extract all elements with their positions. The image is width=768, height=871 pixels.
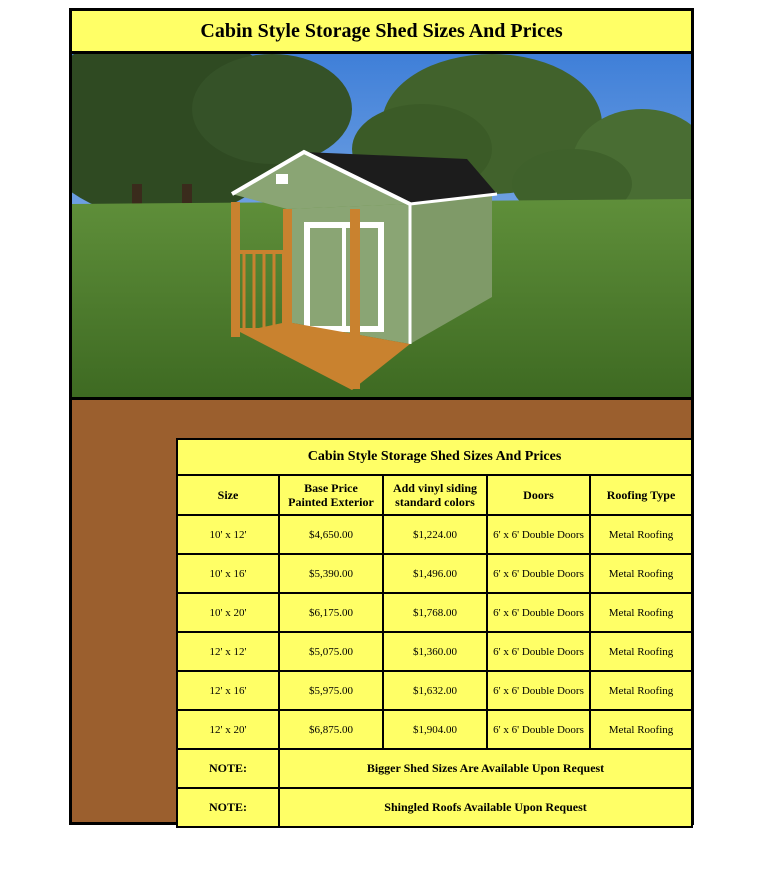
note-row [177,749,692,788]
table-row [177,515,692,554]
table-row [177,554,692,593]
header-line: Painted Exterior [288,495,374,509]
document-frame [69,8,694,825]
cell-size: 12' x 16' [177,671,279,710]
cell-size: 10' x 12' [177,515,279,554]
column-header-size: Size [177,475,279,515]
cell-doors: 6' x 6' Double Doors [487,554,590,593]
cell-vinyl-price: $1,768.00 [383,593,487,632]
cell-doors: 6' x 6' Double Doors [487,710,590,749]
cell-size: 12' x 12' [177,632,279,671]
cell-base-price: $5,075.00 [279,632,383,671]
note-row [177,788,692,827]
cell-doors: 6' x 6' Double Doors [487,632,590,671]
column-header-vinyl [383,475,487,515]
cell-roofing: Metal Roofing [590,515,692,554]
cell-base-price: $6,175.00 [279,593,383,632]
column-header-roofing: Roofing Type [590,475,692,515]
cell-doors: 6' x 6' Double Doors [487,593,590,632]
cell-base-price: $6,875.00 [279,710,383,749]
note-text: Shingled Roofs Available Upon Request [279,788,692,827]
cell-base-price: $5,975.00 [279,671,383,710]
photo-divider [72,397,691,400]
cell-roofing: Metal Roofing [590,632,692,671]
cell-vinyl-price: $1,224.00 [383,515,487,554]
cell-roofing: Metal Roofing [590,593,692,632]
cell-doors: 6' x 6' Double Doors [487,671,590,710]
price-table [176,438,693,828]
cell-base-price: $4,650.00 [279,515,383,554]
table-row [177,593,692,632]
shed-photo [72,54,691,397]
note-text: Bigger Shed Sizes Are Available Upon Request [279,749,692,788]
header-line: Base Price [304,481,358,495]
cell-size: 12' x 20' [177,710,279,749]
cell-size: 10' x 16' [177,554,279,593]
cell-roofing: Metal Roofing [590,554,692,593]
table-row [177,632,692,671]
cell-roofing: Metal Roofing [590,710,692,749]
column-header-base-price [279,475,383,515]
note-label: NOTE: [177,749,279,788]
header-line: Add vinyl siding [392,481,478,495]
table-row [177,710,692,749]
column-header-doors: Doors [487,475,590,515]
note-label: NOTE: [177,788,279,827]
table-caption: Cabin Style Storage Shed Sizes And Prices [177,439,692,475]
cell-vinyl-price: $1,632.00 [383,671,487,710]
table-row [177,671,692,710]
header-line: standard colors [395,495,475,509]
cell-size: 10' x 20' [177,593,279,632]
cell-base-price: $5,390.00 [279,554,383,593]
page-title: Cabin Style Storage Shed Sizes And Prices [72,11,691,54]
cell-doors: 6' x 6' Double Doors [487,515,590,554]
price-table-container [176,438,691,822]
cell-vinyl-price: $1,496.00 [383,554,487,593]
cell-vinyl-price: $1,904.00 [383,710,487,749]
cell-roofing: Metal Roofing [590,671,692,710]
cell-vinyl-price: $1,360.00 [383,632,487,671]
